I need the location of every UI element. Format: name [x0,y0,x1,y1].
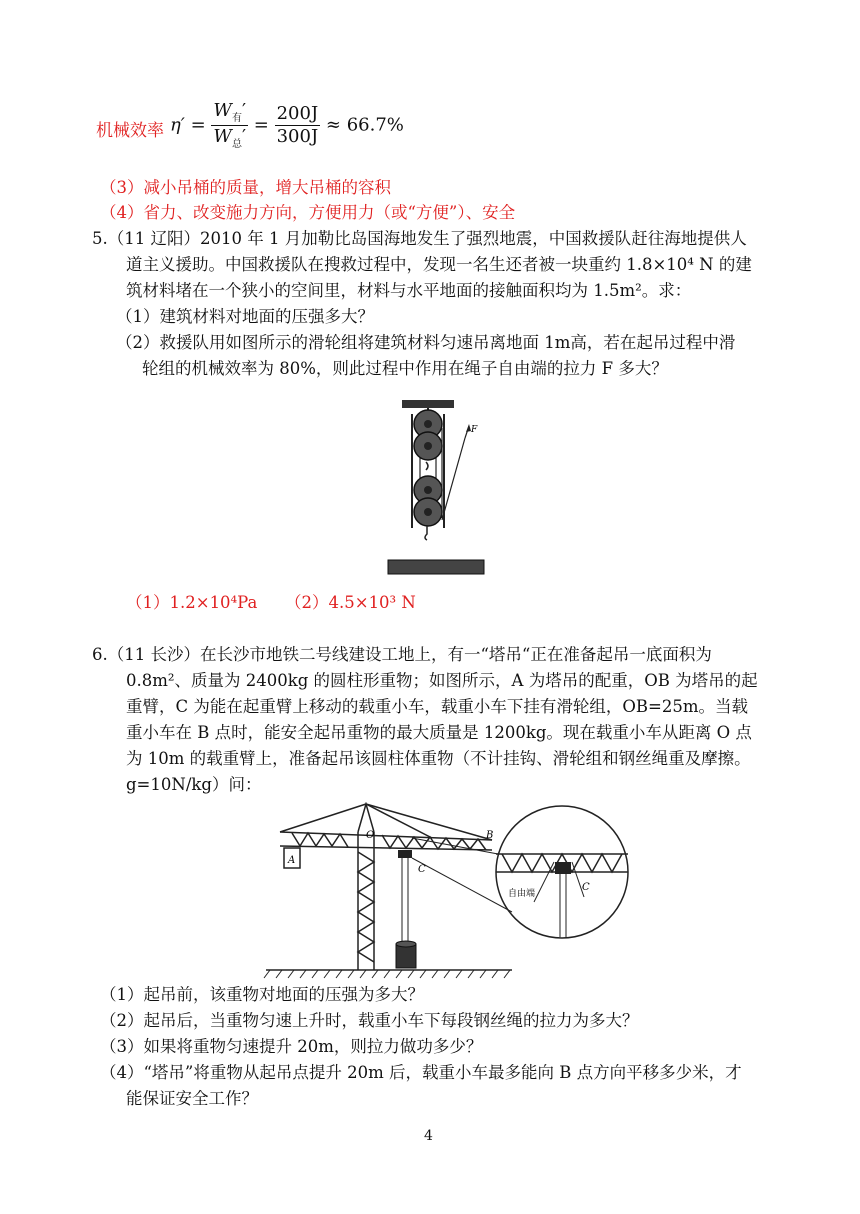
label-a: A [288,855,296,866]
q6-subq-4: （4）“塔吊”将重物从起吊点提升 20m 后，载重小车最多能向 B 点方向平移多少米，才 [100,1063,742,1082]
fraction-work: $\frac{W_有'}{W_总'}$ [213,100,247,150]
q6-line-6: g=10N/kg）问： [126,775,262,794]
label-o: O [366,830,375,841]
label-c-detail: C [582,882,590,893]
q6-line-5: 为 10m 的载重臂上，准备起吊该圆柱体重物（不计挂钩、滑轮组和钢丝绳重及摩擦。 [126,749,751,768]
answer-4: （4）省力、改变施力方向，方便用力（或“方便”）、安全 [100,203,516,222]
crane-figure [262,802,642,982]
pulley-figure [380,398,500,578]
q5-subq-2-cont: 轮组的机械效率为 80%，则此过程中作用在绳子自由端的拉力 F 多大？ [142,359,668,378]
force-label: F [471,425,478,435]
q6-line-2: 0.8m²、质量为 2400kg 的圆柱形重物；如图所示，A 为塔吊的配重，OB 为塔吊的起 [126,671,758,690]
q5-line-2: 道主义援助。中国救援队在搜救过程中，发现一名生还者被一块重约 1.8×10⁴ N 的建 [126,255,752,274]
page-number: 4 [424,1128,433,1144]
q6-line-1: 6.（11 长沙）在长沙市地铁二号线建设工地上，有一“塔吊“正在准备起吊一底面积为 [92,645,712,664]
q5-answer-1: （1）1.2×10⁴Pa [126,593,258,612]
answer-3: （3）减小吊桶的质量，增大吊桶的容积 [100,178,391,197]
q6-line-3: 重臂，C 为能在起重臂上移动的载重小车，载重小车下挂有滑轮组，OB=25m。当载 [126,697,748,716]
label-free-end: 自由端 [508,889,536,899]
eta-symbol: η′ = [170,114,206,136]
q6-subq-1: （1）起吊前，该重物对地面的压强为多大？ [100,985,424,1004]
efficiency-result: ≈ 66.7% [325,114,404,136]
q5-answer-2: （2）4.5×10³ N [285,593,416,612]
q6-subq-2: （2）起吊后，当重物匀速上升时，载重小车下每段钢丝绳的拉力为多大？ [100,1011,639,1030]
efficiency-label: 机械效率 [96,121,164,141]
label-b: B [486,830,494,841]
q5-subq-2: （2）救援队用如图所示的滑轮组将建筑材料匀速吊离地面 1m高，若在起吊过程中滑 [116,333,736,352]
fraction-values: $\frac{200J}{300J}$ [276,103,319,147]
label-c: C [418,864,426,875]
q5-subq-1: （1）建筑材料对地面的压强多大？ [116,307,374,326]
q5-line-1: 5.（11 辽阳）2010 年 1 月加勒比岛国海地发生了强烈地震，中国救援队赶往海地提供人 [92,229,747,248]
q5-line-3: 筑材料堵在一个狭小的空间里，材料与水平地面的接触面积均为 1.5m²。求： [126,281,692,300]
q6-subq-3: （3）如果将重物匀速提升 20m，则拉力做功多少？ [100,1037,483,1056]
efficiency-formula: η′ = $\frac{W_有'}{W_总'}$ = $\frac{200J}{300J}$ ≈ 66.7% [170,100,404,150]
q6-line-4: 重小车在 B 点时，能安全起吊重物的最大质量是 1200kg。现在载重小车从距离 O 点 [126,723,752,742]
q6-subq-4-cont: 能保证安全工作？ [126,1089,258,1108]
